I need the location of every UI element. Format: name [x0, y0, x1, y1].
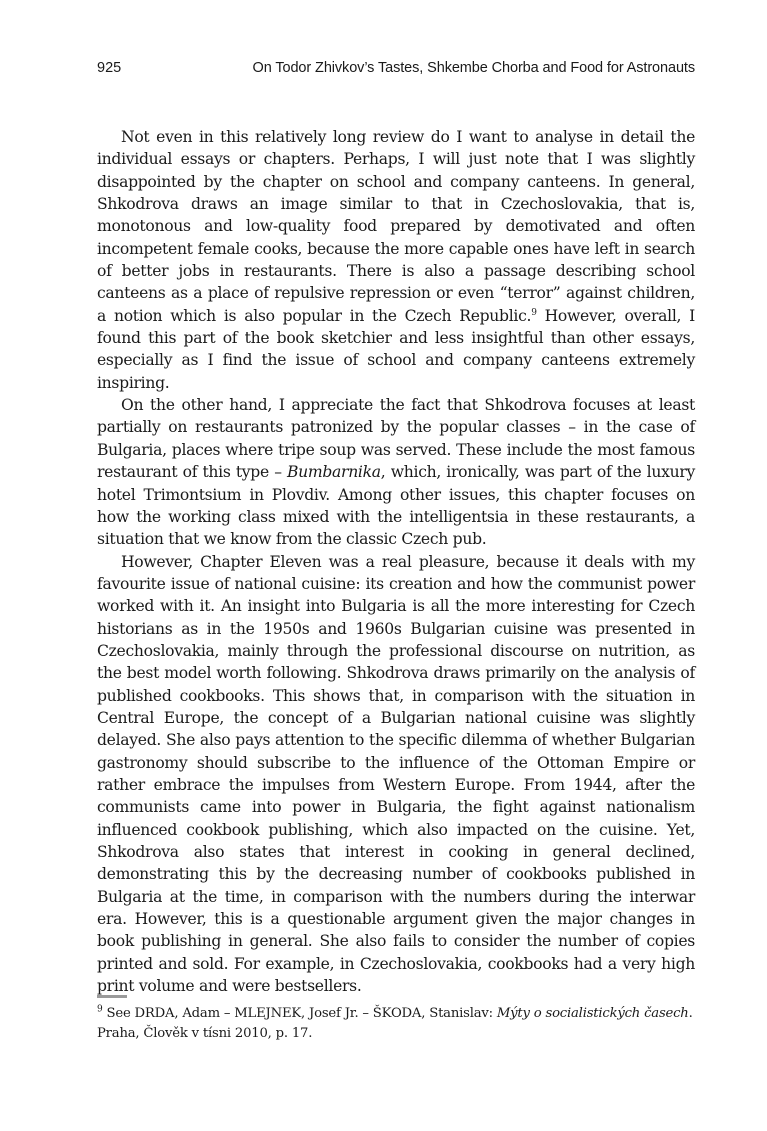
- paragraph: However, Chapter Eleven was a real pleasure, because it deals with my favourite issue of national cuisine: its creation and how the communist power worked with it. An insight into Bulgaria is all the more interesting for Czech historians as in the 1950s and 1960s Bulgarian cuisine was presented in Czechoslovakia, mainly through the professional discourse on nutrition, as the best model worth following. Shkodrova draws primarily on the analysis of published cookbooks. This shows that, in comparison with the situation in Central Europe, the concept of a Bulgarian national cuisine was slightly delayed. She also pays attention to the specific dilemma of whether Bulgarian gastronomy should subscribe to the influence of the Ottoman Empire or rather embrace the impulses from Western Europe. From 1944, after the communists came into power in Bulgaria, the fight against nationalism influenced cookbook publishing, which also impacted on the cuisine. Yet, Shkodrova also states that interest in cooking in general declined, demonstrating this by the decreasing number of cookbooks published in Bulgaria at the time, in comparison with the numbers during the interwar era. However, this is a questionable argument given the major changes in book publishing in general. She also fails to consider the number of copies printed and sold. For example, in Czechoslovakia, cookbooks had a very high print volume and were bestsellers.: [97, 552, 695, 996]
- footnote: $^9$ See DRDA, Adam – MLEJNEK, Josef Jr. – ŠKODA, Stanislav: Mýty o socialistických časech. Praha, Člověk v tísni 2010, p. 17.: [97, 1004, 693, 1041]
- running-title: On Todor Zhivkov’s Tastes, Shkembe Chorba and Food for Astronauts: [252, 60, 695, 76]
- page-header: [97, 60, 695, 84]
- article-body: [97, 126, 695, 997]
- footnote-separator: [97, 995, 127, 998]
- paragraph: On the other hand, I appreciate the fact that Shkodrova focuses at least partially on restaurants patronized by the popular classes – in the case of Bulgaria, places where tripe soup was served. These include the most famous restaurant of this type – Bumbarnika, which, ironically, was part of the luxury hotel Trimontsium in Plovdiv. Among other issues, this chapter focuses on how the working class mixed with the intelligentsia in these restaurants, a situation that we know from the classic Czech pub.: [97, 396, 695, 549]
- paragraph: Not even in this relatively long review do I want to analyse in detail the individual essays or chapters. Perhaps, I will just note that I was slightly disappointed by the chapter on school and company canteens. In general, Shkodrova draws an image similar to that in Czechoslovakia, that is, monotonous and low-quality food prepared by demotivated and often incompetent female cooks, because the more capable ones have left in search of better jobs in restaurants. There is also a passage describing school canteens as a place of repulsive repression or even “terror” against children, a notion which is also popular in the Czech Republic.$^9$ However, overall, I found this part of the book sketchier and less insightful than other essays, especially as I find the issue of school and company canteens extremely inspiring.: [97, 128, 695, 392]
- footnote-number: 9: [97, 1004, 103, 1015]
- footnote-reference[interactable]: 9: [531, 307, 537, 318]
- page-number: 925: [97, 60, 122, 76]
- restaurant-name: Bumbarnika: [286, 463, 381, 482]
- cited-title: Mýty o socialistických časech: [496, 1006, 689, 1021]
